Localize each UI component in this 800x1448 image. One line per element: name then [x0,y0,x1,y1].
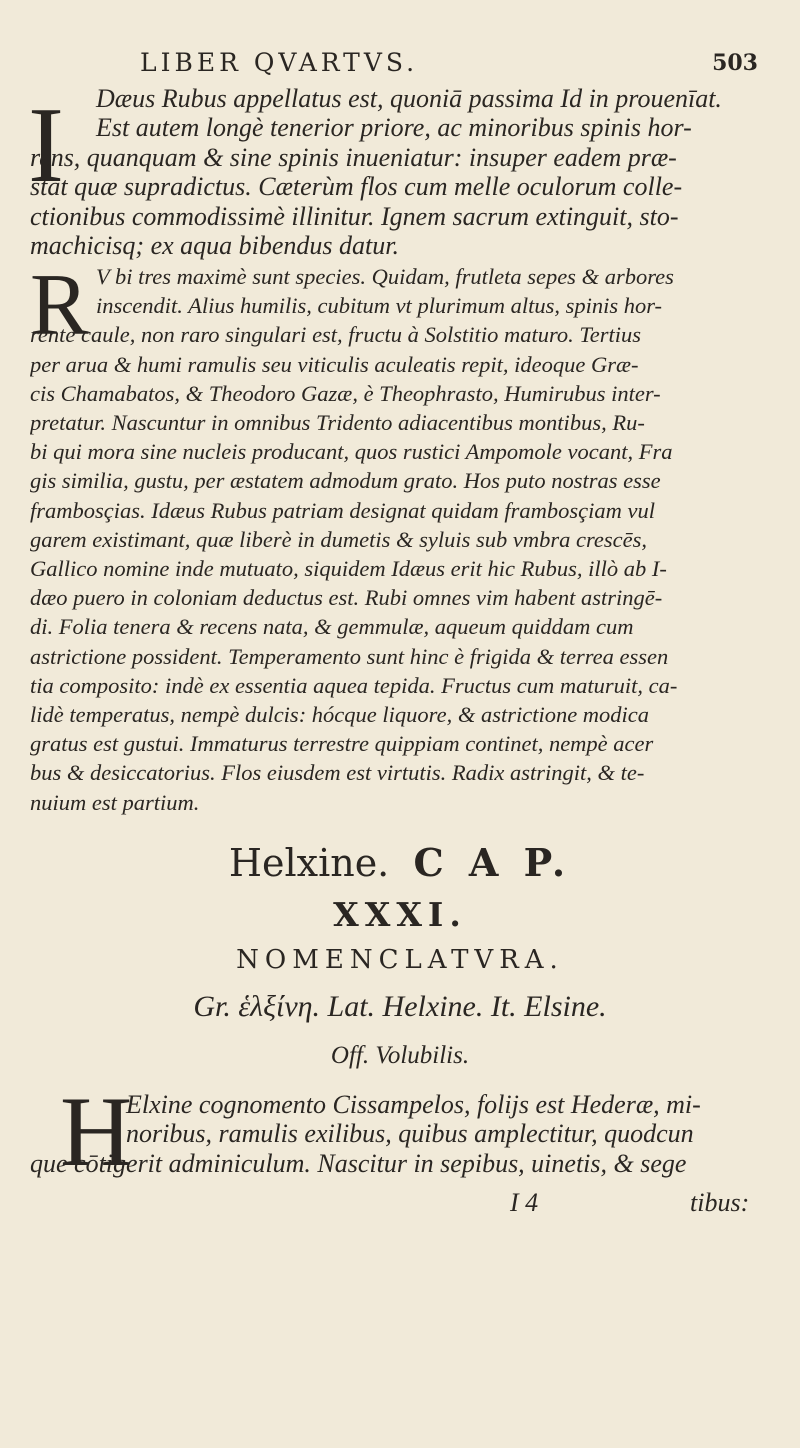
text-line: pretatur. Nascuntur in omnibus Tridento adiacentibus montibus, Ru- [30,410,645,436]
catchword: tibus: [690,1188,750,1217]
drop-cap-i: I [28,86,64,205]
text-line: bi qui mora sine nucleis producant, quos rustici Ampomole vocant, Fra [30,439,673,465]
chapter-title: Helxine. C A P. [228,840,572,885]
text-line: cis Chamabatos, & Theodoro Gazæ, è Theophrasto, Humirubus inter- [30,380,661,406]
text-line: gis similia, gustu, per æstatem admodum grato. Hos puto nostras esse [30,468,661,494]
text-line: tia composito: indè ex essentia aquea tepida. Fructus cum maturuit, ca- [30,672,678,698]
text-line: garem existimant, quæ liberè in dumetis & syluis sub vmbra crescēs, [30,526,648,552]
text-line: inscendit. Alius humilis, cubitum vt plurimum altus, spinis hor- [96,293,663,319]
text-line: dæo puero in coloniam deductus est. Rubi omnes vim habent astringē- [30,585,663,611]
chapter-cap: C A P. [413,840,572,885]
drop-cap-h: H [60,1076,133,1187]
running-header [140,48,780,84]
text-line: di. Folia tenera & recens nata, & gemmulæ, aqueum quiddam cum [30,614,634,640]
text-line: Est autem longè tenerior priore, ac minoribus spinis hor- [96,113,692,143]
text-line: astrictione possident. Temperamento sunt hinc è frigida & terrea essen [30,643,669,669]
text-line: lidè temperatus, nempè dulcis: hócque liquore, & astrictione modica [30,702,650,728]
text-line: machicisq; ex aqua bibendus datur. [30,231,400,261]
chapter-number: XXXI. [333,895,467,934]
text-line: frambosçias. Idæus Rubus patriam designat quidam frambosçiam vul [30,497,656,523]
text-line: rens, quanquam & sine spinis inueniatur: insuper eadem præ- [30,142,677,172]
plant-names: Gr. ἑλξίνη. Lat. Helxine. It. Elsine. [193,990,607,1023]
paragraph-helxine [30,1090,770,1178]
text-line: Dæus Rubus appellatus est, quoniā passima Id in prouenīat. [96,84,722,113]
text-line: bus & desiccatorius. Flos eiusdem est virtutis. Radix astringit, & te- [30,760,645,786]
nomenclatura-heading: NOMENCLATVRA. [236,945,564,975]
drop-cap-r: R [30,257,89,354]
text-line: stat quæ supradictus. Cæterùm flos cum melle oculorum colle- [30,172,683,202]
text-line: V bi tres maximè sunt species. Quidam, frutleta sepes & arbores [96,264,674,289]
text-line: Elxine cognomento Cissampelos, folijs est Hederæ, mi- [126,1090,701,1119]
text-line: rente caule, non raro singulari est, fructu à Solstitio maturo. Tertius [30,322,642,348]
signature-mark: I 4 [510,1188,539,1217]
text-line: ctionibus commodissimè illinitur. Ignem sacrum extinguit, sto- [30,201,679,231]
paragraph-rubi-species [30,257,770,817]
text-line: Gallico nomine inde mutuato, siquidem Idæus erit hic Rubus, illò ab I- [30,556,667,582]
running-title: LIBER QVARTVS. [140,48,419,77]
text-line: gratus est gustui. Immaturus terrestre quippiam continet, nempè acer [30,731,654,757]
page-number: 503 [712,50,758,76]
paragraph-idaeus-rubus [30,84,770,260]
text-line: nuium est partium. [30,789,200,815]
text-line: noribus, ramulis exilibus, quibus amplectitur, quodcun [126,1119,694,1149]
text-line: per arua & humi ramulis seu viticulis aculeatis repit, ideoque Græ- [30,351,639,377]
text-line: que cōtigerit adminiculum. Nascitur in sepibus, uinetis, & sege [30,1148,687,1178]
officinal-name: Off. Volubilis. [330,1042,470,1069]
